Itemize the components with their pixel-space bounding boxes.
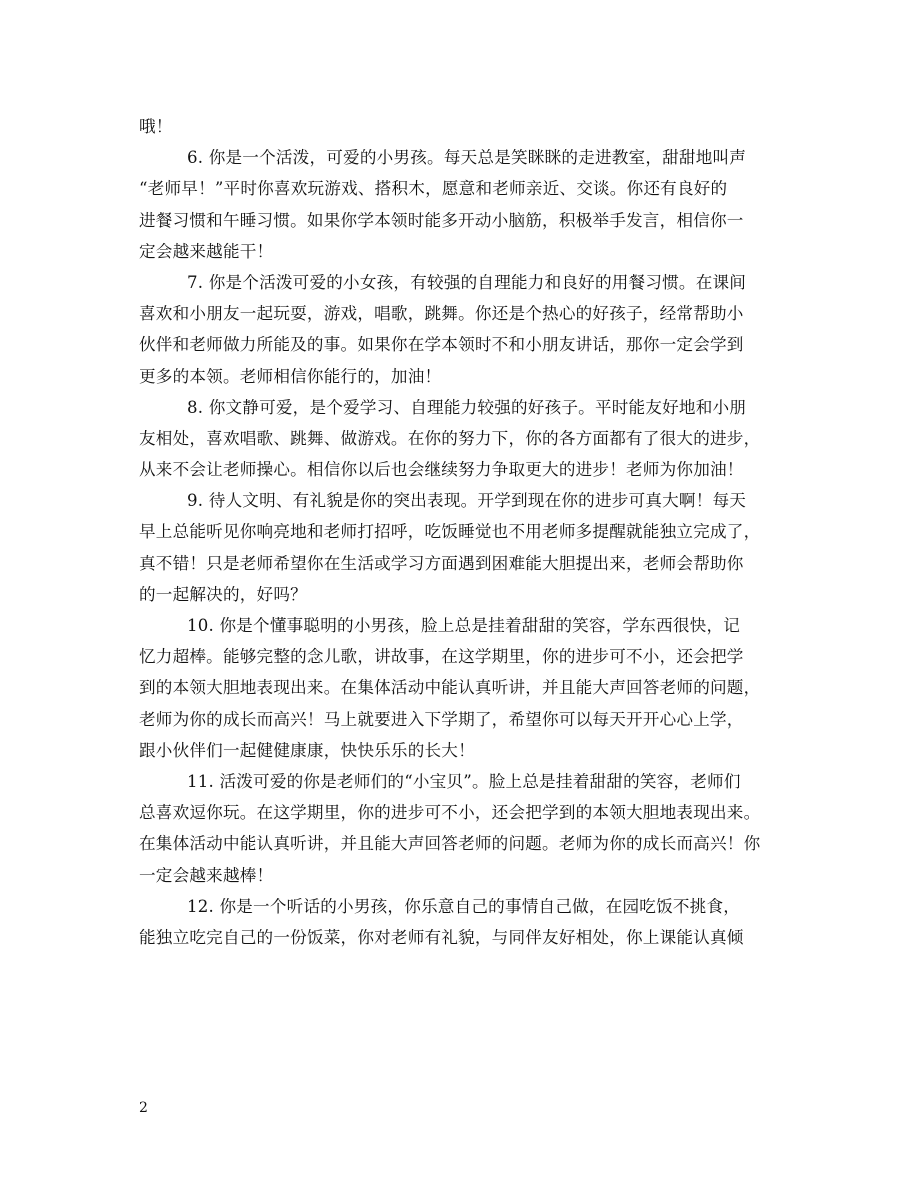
text-line: 到的本领大胆地表现出来。在集体活动中能认真听讲，并且能大声回答老师的问题， [139,678,761,698]
text-line: 10. 你是个懂事聪明的小男孩，脸上总是挂着甜甜的笑容，学东西很快，记 [187,616,741,635]
document-body [139,111,789,953]
text-line: 的一起解决的，好吗？ [139,584,307,604]
text-line: 9. 待人文明、有礼貌是你的突出表现。开学到现在你的进步可真大啊！每天 [187,491,747,511]
text-line: 一定会越来越棒！ [139,865,274,885]
text-line: 能独立吃完自己的一份饭菜，你对老师有礼貌，与同伴友好相处，你上课能认真倾 [139,927,744,947]
text-line: 8. 你文静可爱，是个爱学习、自理能力较强的好孩子。平时能友好地和小朋 [187,397,747,417]
text-line: 从来不会让老师操心。相信你以后也会继续努力争取更大的进步！老师为你加油！ [139,460,744,480]
text-line: 伙伴和老师做力所能及的事。如果你在学本领时不和小朋友讲话，那你一定会学到 [139,335,744,355]
text-line: 定会越来越能干！ [139,241,274,261]
text-line: 跟小伙伴们一起健健康康，快快乐乐的长大！ [139,740,475,760]
text-line: 6. 你是一个活泼，可爱的小男孩。每天总是笑眯眯的走进教室，甜甜地叫声 [187,148,747,168]
text-line: “老师早！”平时你喜欢玩游戏、搭积木，愿意和老师亲近、交谈。你还有良好的 [139,179,728,199]
text-line: 早上总能听见你响亮地和老师打招呼，吃饭睡觉也不用老师多提醒就能独立完成了， [139,522,761,542]
text-line: 在集体活动中能认真听讲，并且能大声回答老师的问题。老师为你的成长而高兴！你 [139,834,761,854]
text-line: 总喜欢逗你玩。在这学期里，你的进步可不小，还会把学到的本领大胆地表现出来。 [139,803,761,823]
text-line: 友相处，喜欢唱歌、跳舞、做游戏。在你的努力下，你的各方面都有了很大的进步， [139,428,761,448]
text-line: 喜欢和小朋友一起玩耍，游戏，唱歌，跳舞。你还是个热心的好孩子，经常帮助小 [139,304,744,324]
text-line: 忆力超棒。能够完整的念儿歌，讲故事，在这学期里，你的进步可不小，还会把学 [139,647,744,667]
text-line: 老师为你的成长而高兴！马上就要进入下学期了，希望你可以每天开开心心上学， [139,709,744,729]
page-number: 2 [139,1100,148,1116]
text-line: 7. 你是个活泼可爱的小女孩，有较强的自理能力和良好的用餐习惯。在课间 [187,272,747,292]
text-line: 真不错！只是老师希望你在生活或学习方面遇到困难能大胆提出来，老师会帮助你 [139,553,744,573]
text-line: 更多的本领。老师相信你能行的，加油！ [139,366,442,386]
text-line: 进餐习惯和午睡习惯。如果你学本领时能多开动小脑筋，积极举手发言，相信你一 [139,210,744,230]
text-line: 11. 活泼可爱的你是老师们的“小宝贝”。脸上总是挂着甜甜的笑容，老师们 [187,771,741,791]
text-line: 12. 你是一个听话的小男孩，你乐意自己的事情自己做，在园吃饭不挑食， [187,896,741,916]
text-line: 哦！ [139,117,173,136]
